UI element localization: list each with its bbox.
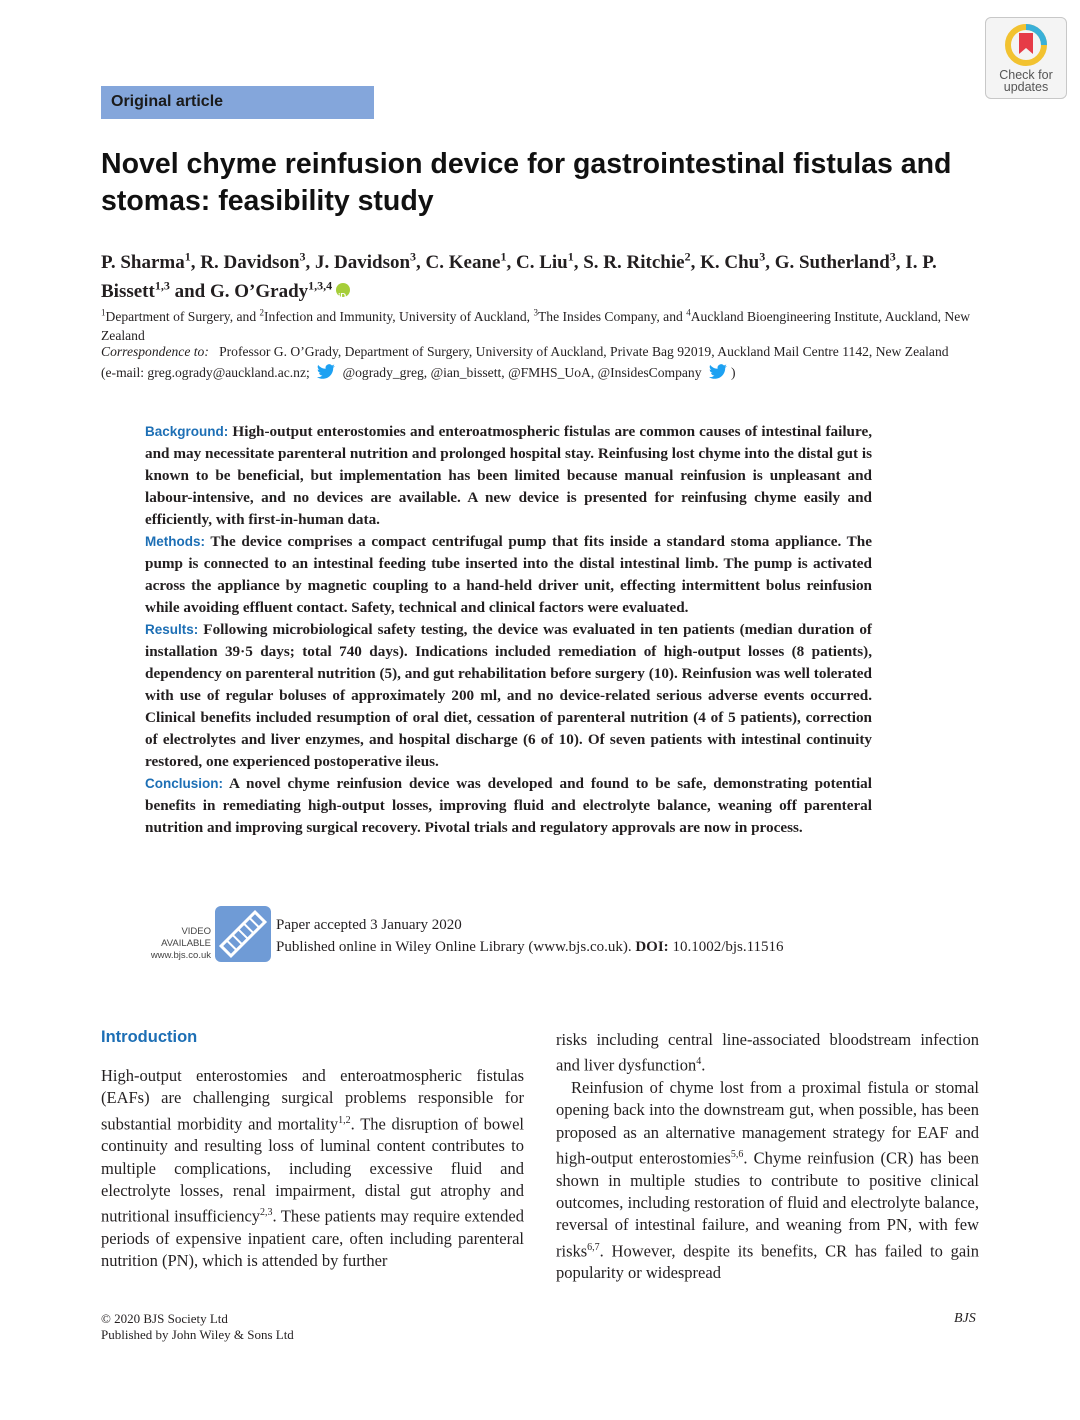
twitter-icon bbox=[316, 364, 336, 380]
copyright: © 2020 BJS Society Ltd bbox=[101, 1311, 228, 1326]
paragraph bbox=[556, 1077, 979, 1285]
abstract-label: Background: bbox=[145, 424, 229, 439]
body-text: . These patients may require extended periods of expensive inpatient care, often including parenteral nutrition (PN), which is attended by further bbox=[101, 1206, 524, 1271]
body-text: . The disruption of bowel continuity and resulting loss of luminal content contributes to multiple complications, including excessive fluid and electrolyte losses, renal impairment, distal gut atrophy and nutritional insufficiency bbox=[101, 1114, 524, 1226]
author-affiliation-number: 1,3 bbox=[154, 278, 170, 293]
correspondence-label: Correspondence to: bbox=[101, 344, 209, 359]
twitter-handles: @ogrady_greg, @ian_bissett, @FMHS_UoA, @InsidesCompany bbox=[342, 365, 702, 380]
paragraph bbox=[556, 1029, 979, 1077]
article-type-label: Original article bbox=[111, 93, 224, 110]
author-separator: and bbox=[169, 280, 210, 302]
author-separator: , bbox=[765, 252, 775, 274]
affiliation-text: The Insides Company, and bbox=[537, 308, 687, 324]
article-title: Novel chyme reinfusion device for gastrointestinal fistulas and stomas: feasibility study bbox=[101, 148, 952, 217]
abstract-label: Conclusion: bbox=[145, 776, 223, 791]
author-affiliation-number: 2 bbox=[684, 250, 691, 264]
body-column-right bbox=[556, 1029, 979, 1285]
affiliation-number: 1 bbox=[101, 307, 106, 317]
citation-ref: 1,2 bbox=[338, 1114, 351, 1126]
author-affiliation-number: 3 bbox=[889, 250, 896, 264]
video-url: www.bjs.co.uk bbox=[150, 950, 211, 961]
updates-label: updates bbox=[1003, 80, 1049, 94]
correspondence bbox=[101, 341, 981, 383]
abstract-text: High-output enterostomies and enteroatmospheric fistulas are common causes of intestinal failure, and may necessitate parenteral nutrition and prolonged hospital stay. Reinfusing lost chyme into the distal gut is known to be beneficial, but implementation has been limited because manual reinfusion is unpleasant and labour-intensive, and no devices are available. A new device is presented for reinfusing chyme easily and efficiently, with first-in-human data. bbox=[145, 423, 873, 528]
author-affiliation-number: 1 bbox=[184, 250, 191, 264]
author-name: K. Chu bbox=[700, 252, 760, 274]
author-affiliation-number: 1 bbox=[500, 250, 507, 264]
available-label: AVAILABLE bbox=[161, 938, 211, 949]
body-text: Reinfusion of chyme lost from a proximal fistula or stomal opening back into the downstream gut, when possible, has been proposed as an alternative management strategy for EAF and high-output enterostomies bbox=[556, 1078, 979, 1168]
doi-link[interactable]: 10.1002/bjs.11516 bbox=[668, 939, 784, 955]
abstract-label: Methods: bbox=[145, 534, 205, 549]
author-name: S. R. Ritchie bbox=[583, 252, 685, 274]
correspondence-text: Professor G. O’Grady, Department of Surgery, University of Auckland, Private Bag 92019, Auckland Mail Centre 1142, New Zealand bbox=[219, 344, 949, 359]
body-text: . Chyme reinfusion (CR) has been shown in multiple studies to contribute to positive clinical outcomes, including restoration of fluid and electrolyte balance, reversal of intestinal failure, and weaning from PN, with few risks bbox=[556, 1148, 979, 1261]
copyright-footer bbox=[101, 1311, 294, 1343]
author-affiliation-number: 3 bbox=[410, 250, 417, 264]
check-for-label: Check for bbox=[999, 68, 1053, 82]
affiliation-number: 2 bbox=[259, 307, 265, 317]
author-affiliation-number: 1,3,4 bbox=[308, 278, 333, 293]
body-text: . bbox=[701, 1055, 706, 1075]
video-label: VIDEO bbox=[181, 926, 211, 937]
video-available-link[interactable] bbox=[145, 906, 270, 964]
body-text: risks including central line-associated bloodstream infection and liver dysfunction bbox=[556, 1030, 979, 1075]
twitter-icon bbox=[708, 364, 728, 380]
crossmark-icon bbox=[1005, 24, 1047, 68]
affiliation-text: Infection and Immunity, University of Auckland, bbox=[264, 308, 534, 324]
article-type-badge bbox=[101, 86, 374, 119]
section-heading-introduction: Introduction bbox=[101, 1028, 198, 1046]
author-separator: , bbox=[190, 252, 201, 274]
abstract-background bbox=[145, 421, 872, 531]
author-name: C. Keane bbox=[425, 252, 501, 274]
affiliation-text: Auckland Bioengineering Institute, Auckland, New Zealand bbox=[101, 308, 971, 343]
publication-info bbox=[276, 914, 976, 958]
author-name: R. Davidson bbox=[200, 252, 300, 274]
orcid-icon[interactable] bbox=[336, 283, 350, 297]
abstract-results bbox=[145, 619, 872, 773]
author-name: G. O’Grady bbox=[209, 280, 309, 302]
abstract-conclusion bbox=[145, 773, 872, 839]
abstract-text: A novel chyme reinfusion device was developed and found to be safe, demonstrating potential benefits in remediating high-output losses, improving fluid and electrolyte balance, weaning off parenteral nutrition and improving surgical recovery. Pivotal trials and regulatory approvals are now in process. bbox=[145, 775, 872, 836]
video-text bbox=[145, 926, 211, 962]
citation-ref: 4 bbox=[696, 1056, 702, 1068]
author-separator: , bbox=[305, 252, 316, 274]
author-name: C. Liu bbox=[515, 252, 568, 274]
author-name: I. P. Bissett bbox=[101, 252, 937, 302]
author-affiliation-number: 3 bbox=[759, 250, 766, 264]
citation-ref: 5,6 bbox=[730, 1148, 744, 1160]
author-affiliation-number: 1 bbox=[567, 250, 574, 264]
publisher: Published by John Wiley & Sons Ltd bbox=[101, 1327, 294, 1342]
abstract bbox=[145, 421, 872, 839]
author-separator: , bbox=[416, 252, 426, 274]
affiliation-number: 4 bbox=[686, 307, 691, 317]
abstract-label: Results: bbox=[145, 622, 199, 637]
author-separator: , bbox=[573, 252, 584, 274]
affiliation-text: Department of Surgery, and bbox=[105, 308, 260, 324]
abstract-text: Following microbiological safety testing, the device was evaluated in ten patients (median duration of installation 39·5 days; total 740 days). Indications included remediation of high-output losses (8 patients), dependency on parenteral nutrition (5), and gut rehabilitation before surgery (10). Reinfusion was well tolerated with use of regular boluses of approximately 200 ml, and no device-related serious adverse events occurred. Clinical benefits included resumption of oral diet, cessation of parenteral nutrition (4 of 5 patients), correction of electrolytes and liver enzymes, and hospital discharge (6 of 10). Of seven patients with intestinal continuity restored, one experienced postoperative ileus. bbox=[145, 621, 872, 770]
journal-name: BJS bbox=[954, 1311, 976, 1326]
body-text: High-output enterostomies and enteroatmospheric fistulas (EAFs) are challenging surgical problems responsible for substantial morbidity and mortality bbox=[101, 1066, 524, 1134]
author-affiliation-number: 3 bbox=[299, 250, 306, 264]
video-icon bbox=[215, 906, 271, 962]
body-column-left bbox=[101, 1065, 524, 1273]
check-for-updates-button[interactable] bbox=[985, 17, 1067, 99]
author-name: J. Davidson bbox=[315, 252, 411, 274]
doi-label: DOI: bbox=[635, 939, 669, 955]
author-name: P. Sharma bbox=[101, 252, 185, 274]
citation-ref: 2,3 bbox=[260, 1207, 273, 1219]
close-paren: ) bbox=[730, 365, 736, 380]
published-text: Published online in Wiley Online Library (www.bjs.co.uk). bbox=[276, 939, 636, 955]
author-separator: , bbox=[895, 252, 906, 274]
author-separator: , bbox=[690, 252, 701, 274]
email-line: (e-mail: greg.ogrady@auckland.ac.nz; bbox=[101, 365, 310, 380]
abstract-methods bbox=[145, 531, 872, 619]
author-name: G. Sutherland bbox=[774, 252, 890, 274]
author-list bbox=[101, 246, 981, 303]
accepted-date: Paper accepted 3 January 2020 bbox=[276, 917, 462, 933]
author-separator: , bbox=[506, 252, 516, 274]
affiliation-number: 3 bbox=[533, 307, 538, 317]
citation-ref: 6,7 bbox=[587, 1241, 600, 1253]
body-text: . However, despite its benefits, CR has failed to gain popularity or widespread bbox=[556, 1241, 979, 1283]
affiliations bbox=[101, 303, 981, 345]
abstract-text: The device comprises a compact centrifugal pump that fits inside a standard stoma appliance. The pump is connected to an intestinal feeding tube inserted into the distal intestinal limb. The pump is activated across the appliance by magnetic coupling to a hand-held driver unit, effecting intermittent bolus reinfusion while avoiding effluent contact. Safety, technical and clinical factors were evaluated. bbox=[145, 533, 872, 616]
